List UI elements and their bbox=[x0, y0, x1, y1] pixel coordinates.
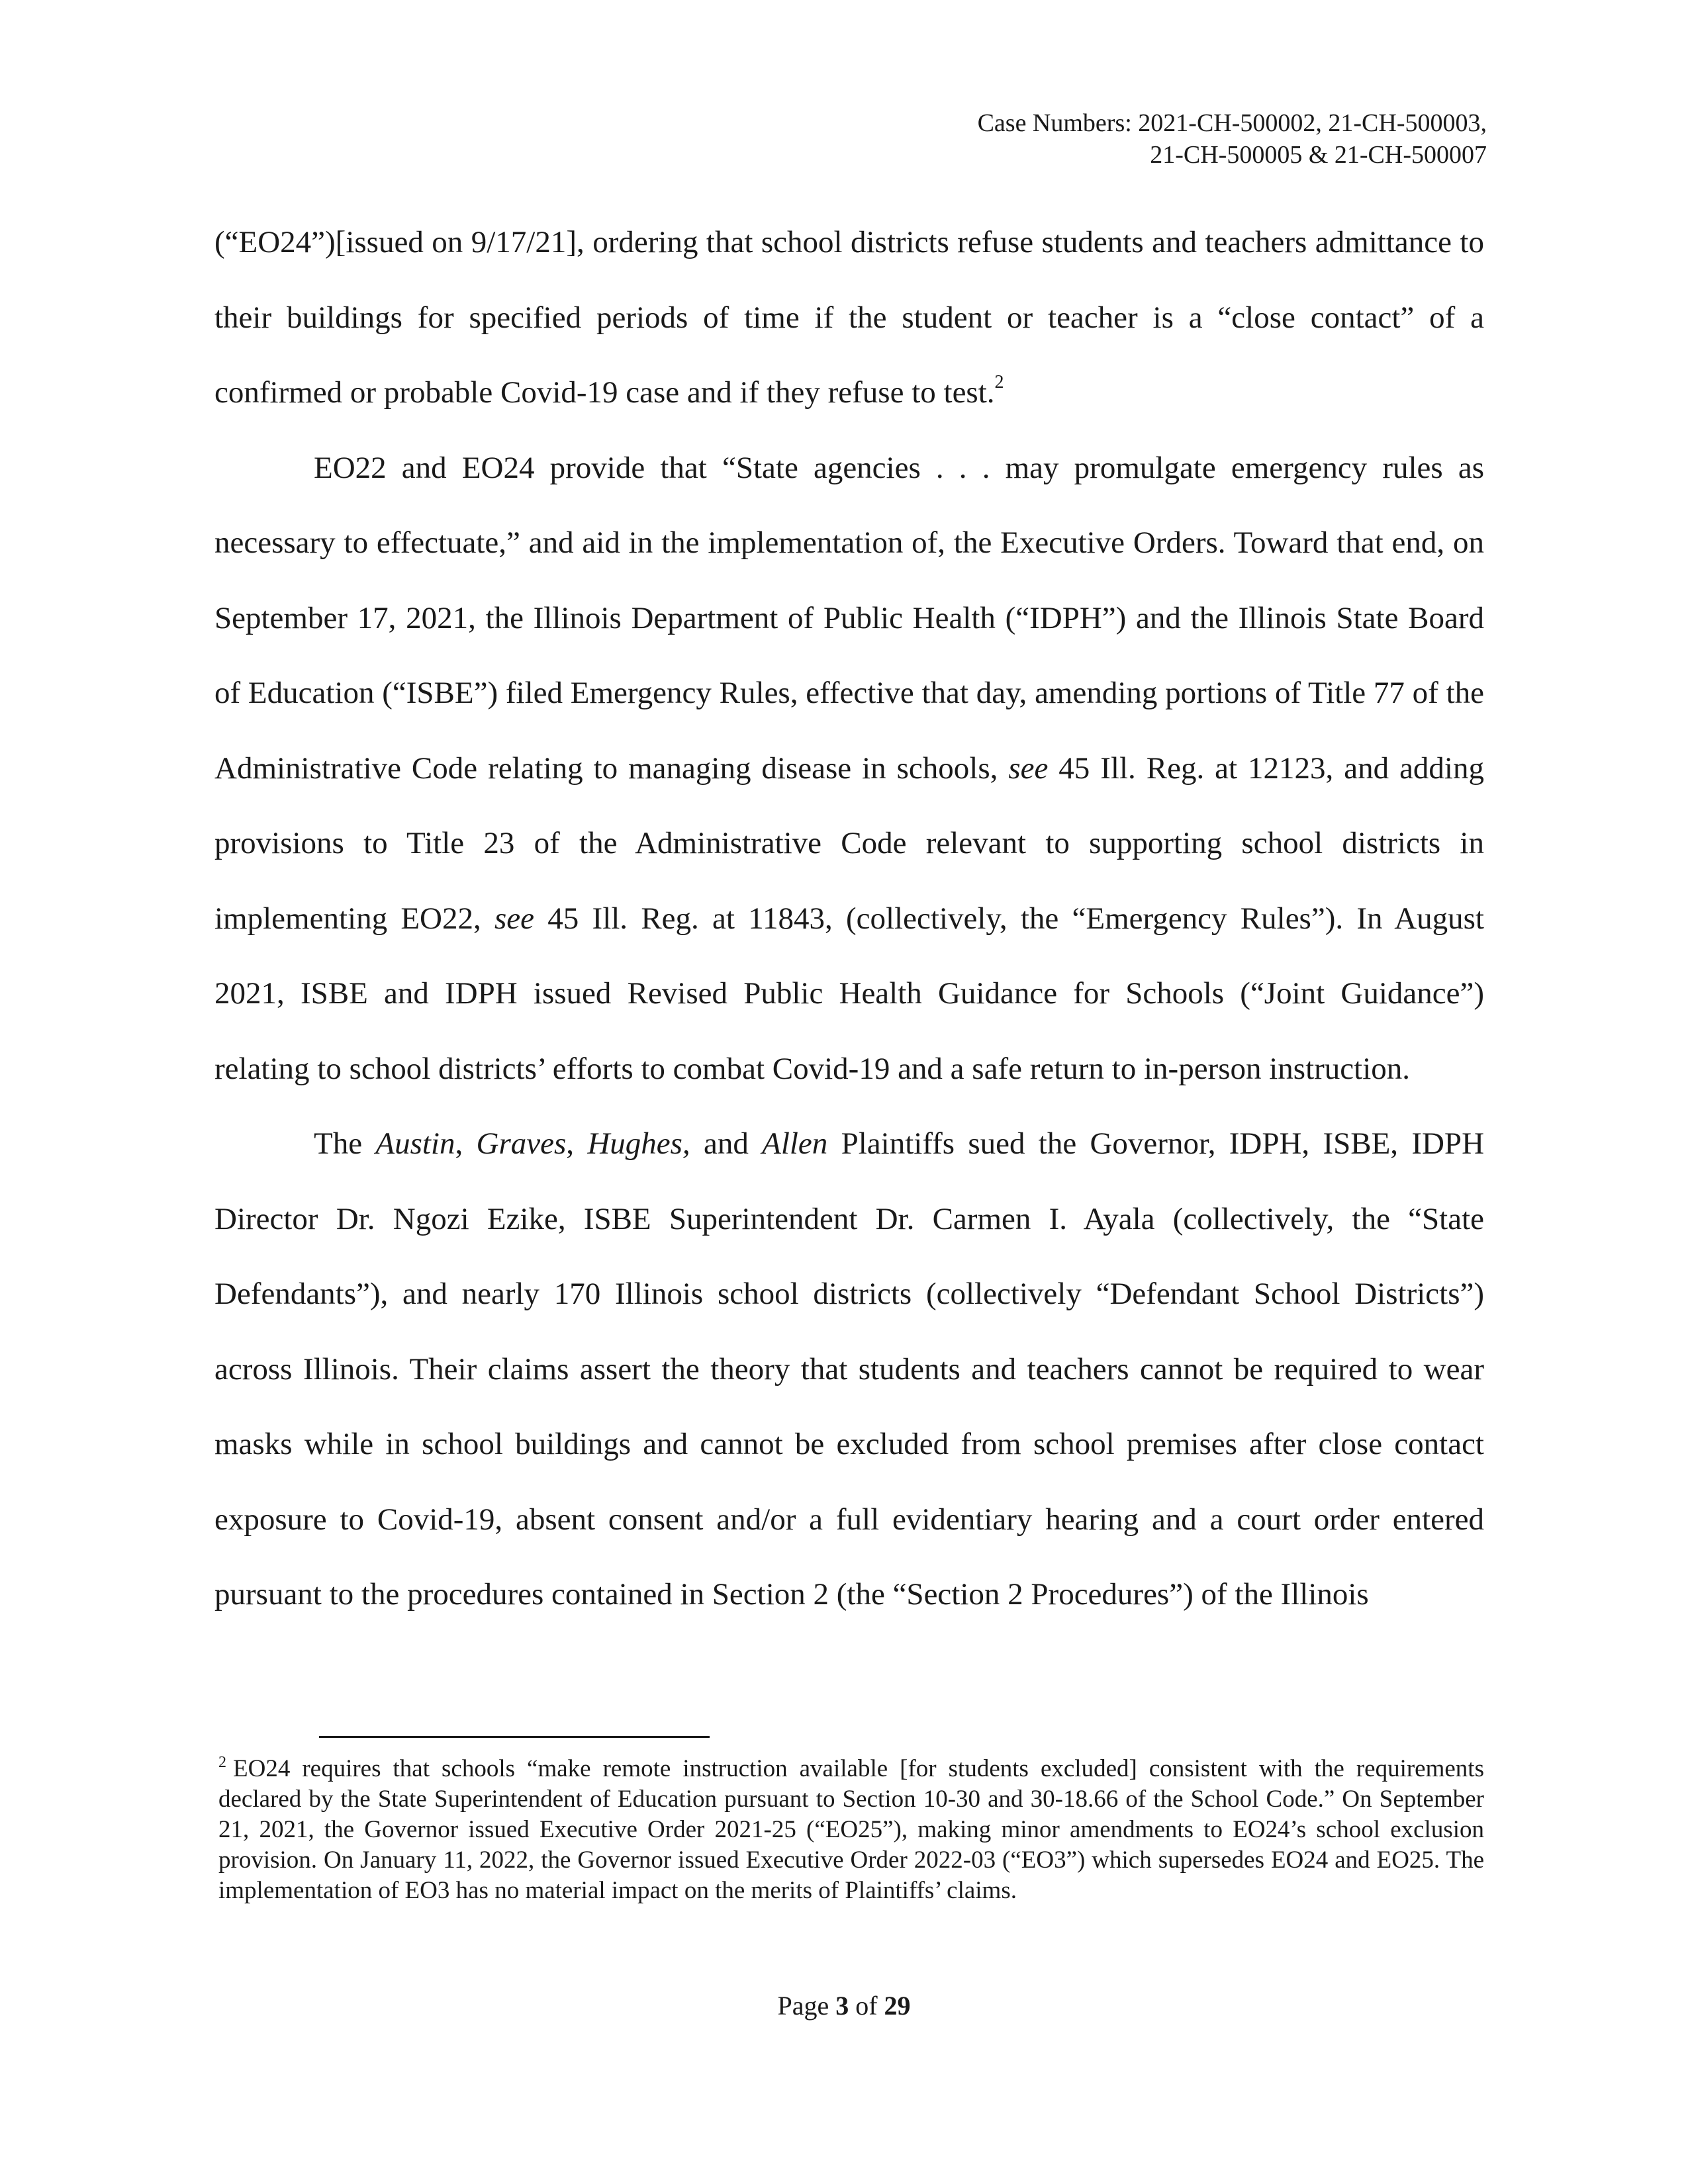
case-number-header bbox=[978, 107, 1487, 171]
page-number bbox=[0, 1990, 1688, 2021]
separator: , bbox=[455, 1126, 477, 1161]
paragraph-3-text-a: The bbox=[314, 1126, 376, 1161]
total-pages: 29 bbox=[884, 1991, 911, 2021]
separator: , bbox=[566, 1126, 588, 1161]
case-name-hughes: Hughes, bbox=[587, 1126, 690, 1161]
paragraph-2-text-c: 45 Ill. Reg. at 11843, (collectively, the “Emergency Rules”). In August 2021, ISBE and IDPH issued Revised Public Health Guidance for Schools (“Joint Guidance”) relating to school districts’ efforts to combat Covid-19 and a safe return to in-person instruction. bbox=[214, 901, 1484, 1086]
page-of-label: of bbox=[849, 1991, 884, 2021]
case-number-line-2: 21-CH-500005 & 21-CH-500007 bbox=[1150, 141, 1487, 169]
case-number-line-1: Case Numbers: 2021-CH-500002, 21-CH-500003, bbox=[977, 109, 1487, 137]
separator: and bbox=[690, 1126, 763, 1161]
footnote-reference: 2 bbox=[994, 372, 1004, 392]
footnote-2 bbox=[218, 1754, 1484, 1906]
case-name-graves: Graves bbox=[476, 1126, 567, 1161]
paragraph-2 bbox=[214, 431, 1484, 1107]
footnote-text: EO24 requires that schools “make remote instruction available [for students excluded] consistent with the requirements declared by the State Superintendent of Education pursuant to Section 10-30 and 30-18.66 of the School Code.” On September 21, 2021, the Governor issued Executive Order 2021-25 (“EO25”), making minor amendments to EO24’s school exclusion provision. On January 11, 2022, the Governor issued Executive Order 2022-03 (“EO3”) which supersedes EO24 and EO25. The implementation of EO3 has no material impact on the merits of Plaintiffs’ claims. bbox=[218, 1755, 1484, 1904]
paragraph-1 bbox=[214, 205, 1484, 431]
current-page: 3 bbox=[835, 1991, 849, 2021]
case-name-allen: Allen bbox=[762, 1126, 828, 1161]
page-label: Page bbox=[777, 1991, 836, 2021]
footnote-number: 2 bbox=[218, 1754, 226, 1771]
footnote-divider bbox=[319, 1736, 710, 1738]
case-name-austin: Austin bbox=[375, 1126, 455, 1161]
paragraph-3 bbox=[214, 1107, 1484, 1633]
paragraph-2-text-b: 45 Ill. Reg. at 12123, and adding provisions to Title 23 of the Administrative Code relevant to supporting school districts in implementing EO22, bbox=[214, 751, 1484, 936]
citation-signal-see: see bbox=[1008, 751, 1049, 786]
paragraph-2-text-a: EO22 and EO24 provide that “State agencies . . . may promulgate emergency rules as necessary to effectuate,” and aid in the implementation of, the Executive Orders. Toward that end, on September 17, 2021, the Illinois Department of Public Health (“IDPH”) and the Illinois State Board of Education (“ISBE”) filed Emergency Rules, effective that day, amending portions of Title 77 of the Administrative Code relating to managing disease in schools, bbox=[214, 450, 1484, 786]
paragraph-3-text-b: Plaintiffs sued the Governor, IDPH, ISBE, IDPH Director Dr. Ngozi Ezike, ISBE Superintendent Dr. Carmen I. Ayala (collectively, the “State Defendants”), and nearly 170 Illinois school districts (collectively “Defendant School Districts”) across Illinois. Their claims assert the theory that students and teachers cannot be required to wear masks while in school buildings and cannot be excluded from school premises after close contact exposure to Covid-19, absent consent and/or a full evidentiary hearing and a court order entered pursuant to the procedures contained in Section 2 (the “Section 2 Procedures”) of the Illinois bbox=[214, 1126, 1485, 1612]
body-text bbox=[214, 205, 1484, 1633]
citation-signal-see: see bbox=[494, 901, 535, 936]
paragraph-1-text: (“EO24”)[issued on 9/17/21], ordering that school districts refuse students and teachers admittance to their buildings for specified periods of time if the student or teacher is a “close contact” of a confirmed or probable Covid-19 case and if they refuse to test. bbox=[214, 225, 1484, 410]
